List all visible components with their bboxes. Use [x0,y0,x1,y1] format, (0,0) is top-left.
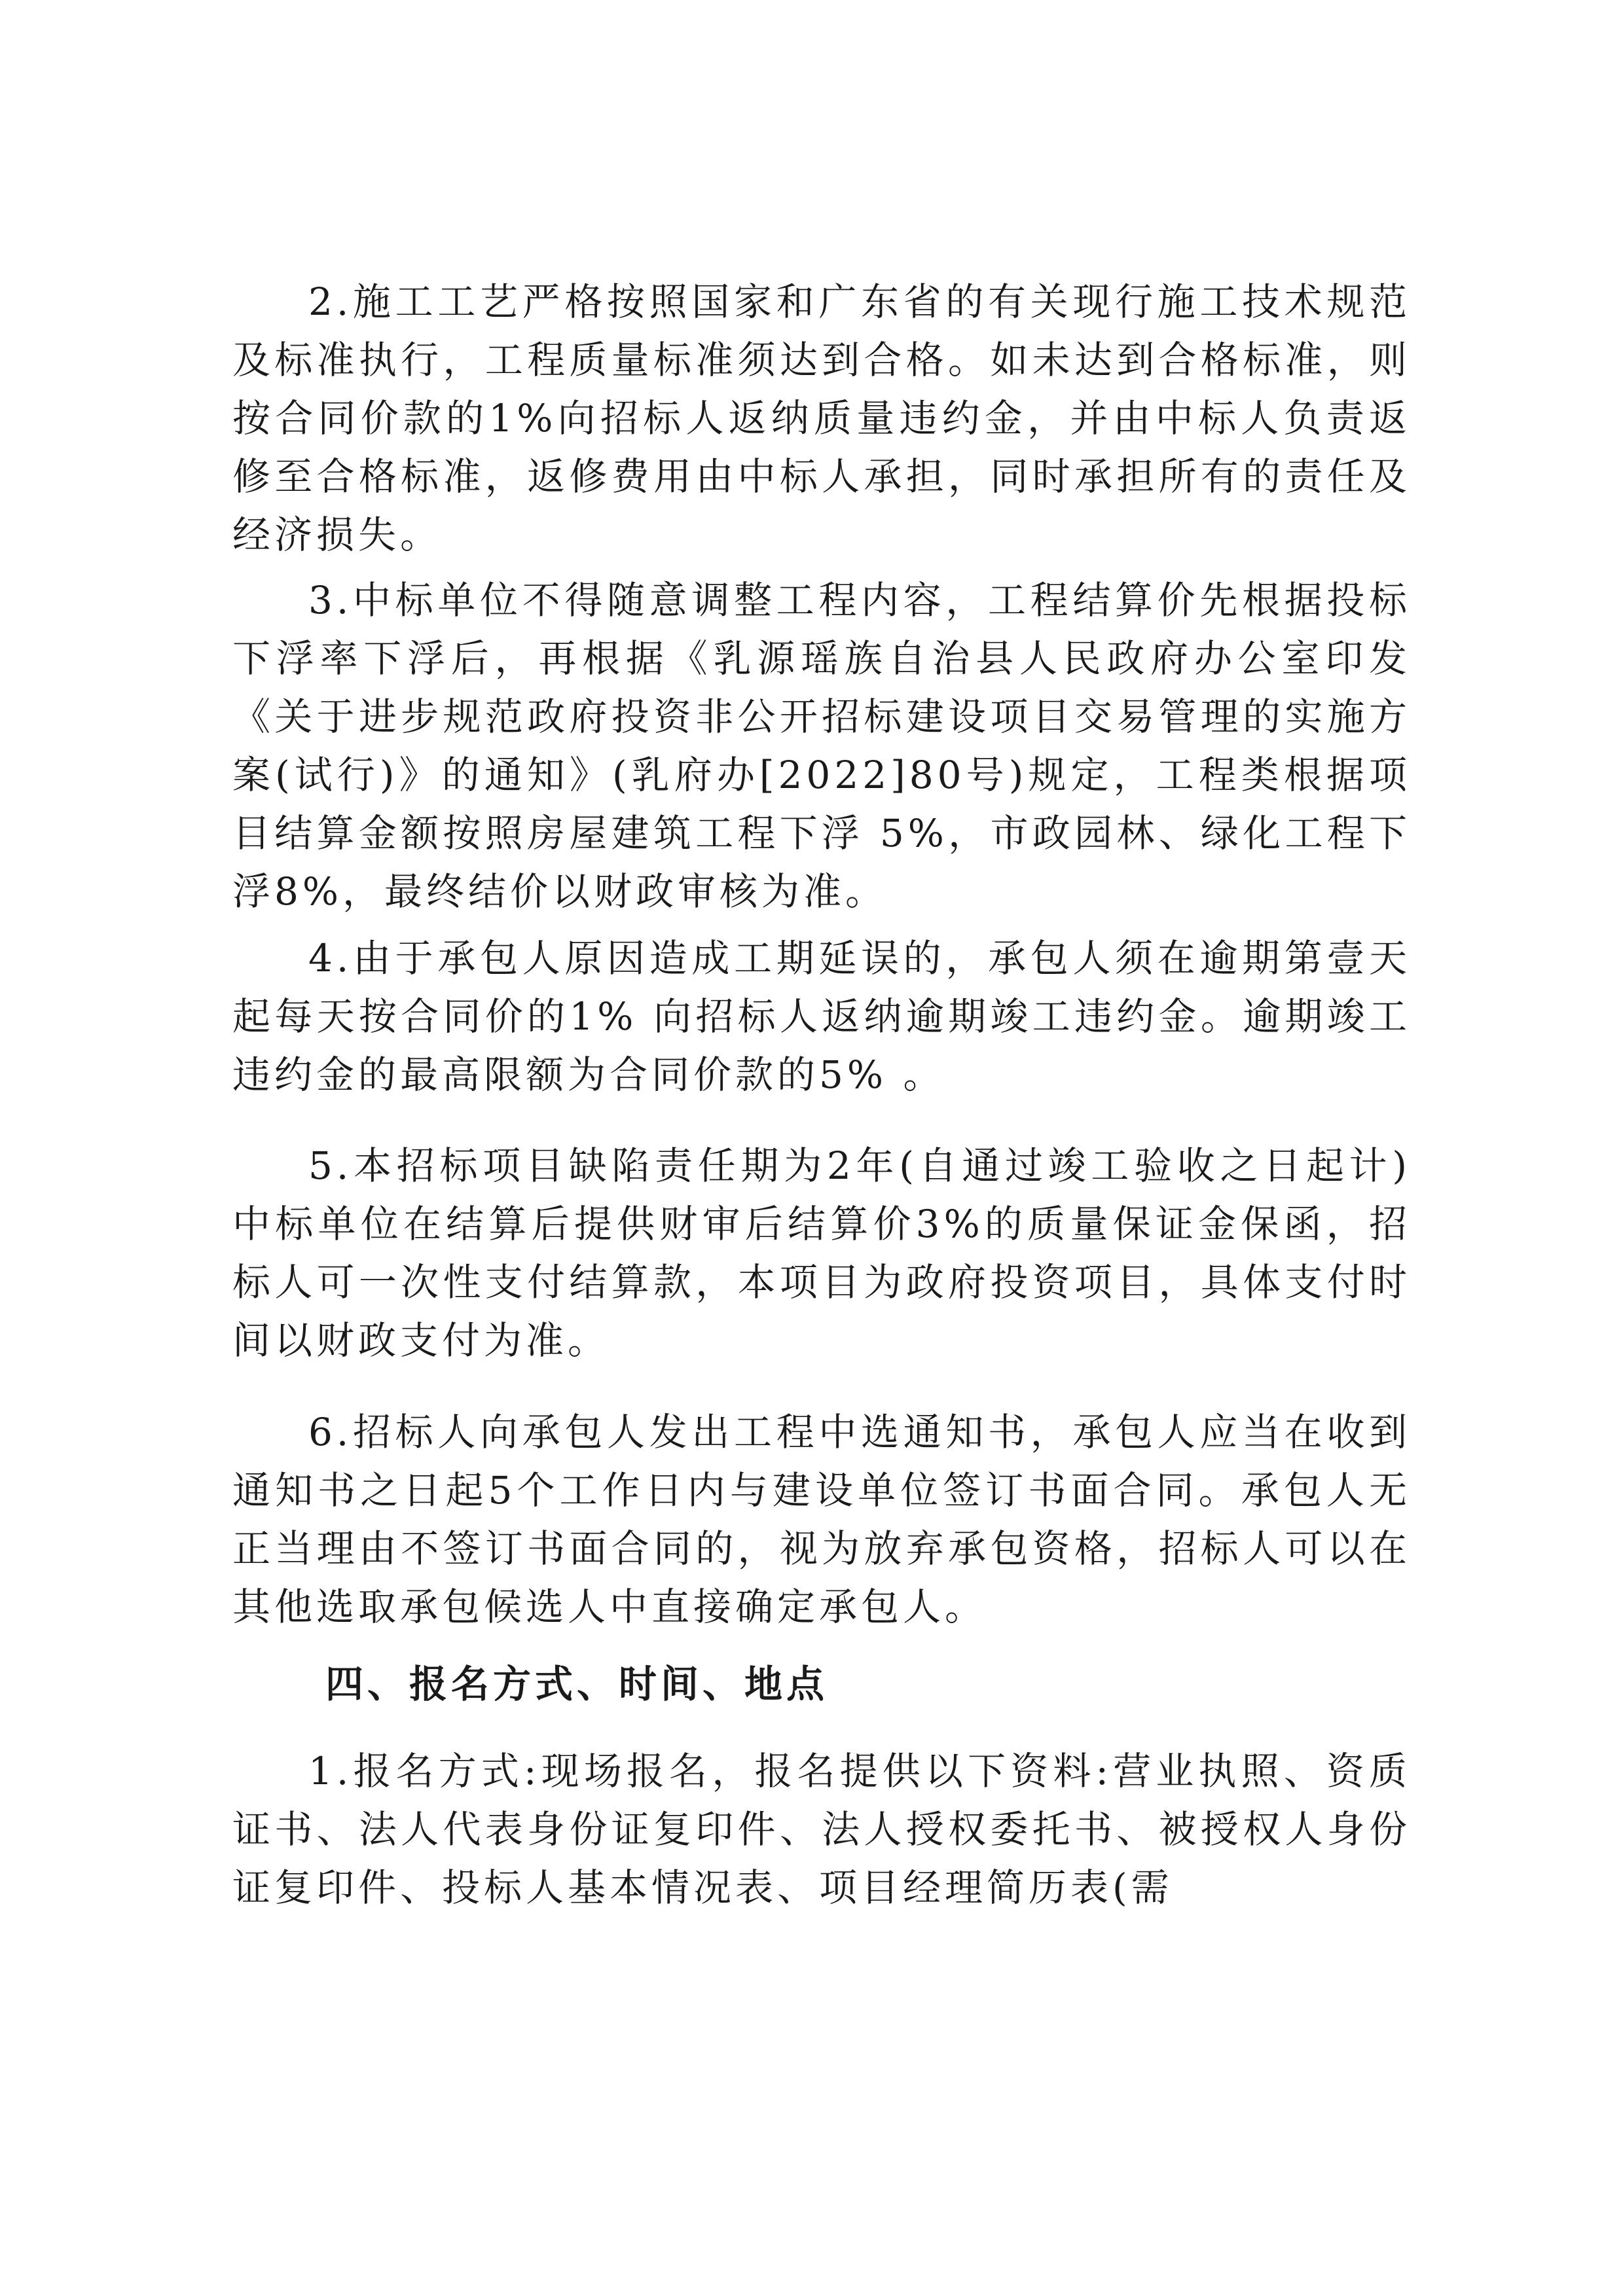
clause-4-paragraph: 4.由于承包人原因造成工期延误的，承包人须在逾期第壹天起每天按合同价的1% 向招标人返纳逾期竣工违约金。逾期竣工违约金的最高限额为合同价款的5% 。 [232,936,1411,1097]
registration-method-paragraph: 1.报名方式:现场报名，报名提供以下资料:营业执照、资质证书、法人代表身份证复印件、法人授权委托书、被授权人身份证复印件、投标人基本情况表、项目经理简历表(需 [232,1749,1411,1910]
clause-5-paragraph: 5.本招标项目缺陷责任期为2年(自通过竣工验收之日起计)中标单位在结算后提供财审后结算价3%的质量保证金保函，招标人可一次性支付结算款，本项目为政府投资项目，具体支付时间以财政支付为准。 [232,1143,1411,1363]
section-heading: 四、报名方式、时间、地点 [325,1662,829,1706]
clause-3-paragraph: 3.中标单位不得随意调整工程内容，工程结算价先根据投标下浮率下浮后，再根据《乳源瑶族自治县人民政府办公室印发《关于进步规范政府投资非公开招标建设项目交易管理的实施方案(试行)》的通知》(乳府办[2022]80号)规定，工程类根据项目结算金额按照房屋建筑工程下浮 5%，市政园林、绿化工程下浮8%，最终结价以财政审核为准。 [232,578,1411,914]
clause-6-paragraph: 6.招标人向承包人发出工程中选通知书，承包人应当在收到通知书之日起5个工作日内与建设单位签订书面合同。承包人无正当理由不签订书面合同的，视为放弃承包资格，招标人可以在其他选取承包候选人中直接确定承包人。 [232,1410,1411,1629]
clause-2-paragraph: 2.施工工艺严格按照国家和广东省的有关现行施工技术规范及标准执行，工程质量标准须达到合格。如未达到合格标准，则按合同价款的1%向招标人返纳质量违约金，并由中标人负责返修至合格标准，返修费用由中标人承担，同时承担所有的责任及经济损失。 [232,279,1411,557]
